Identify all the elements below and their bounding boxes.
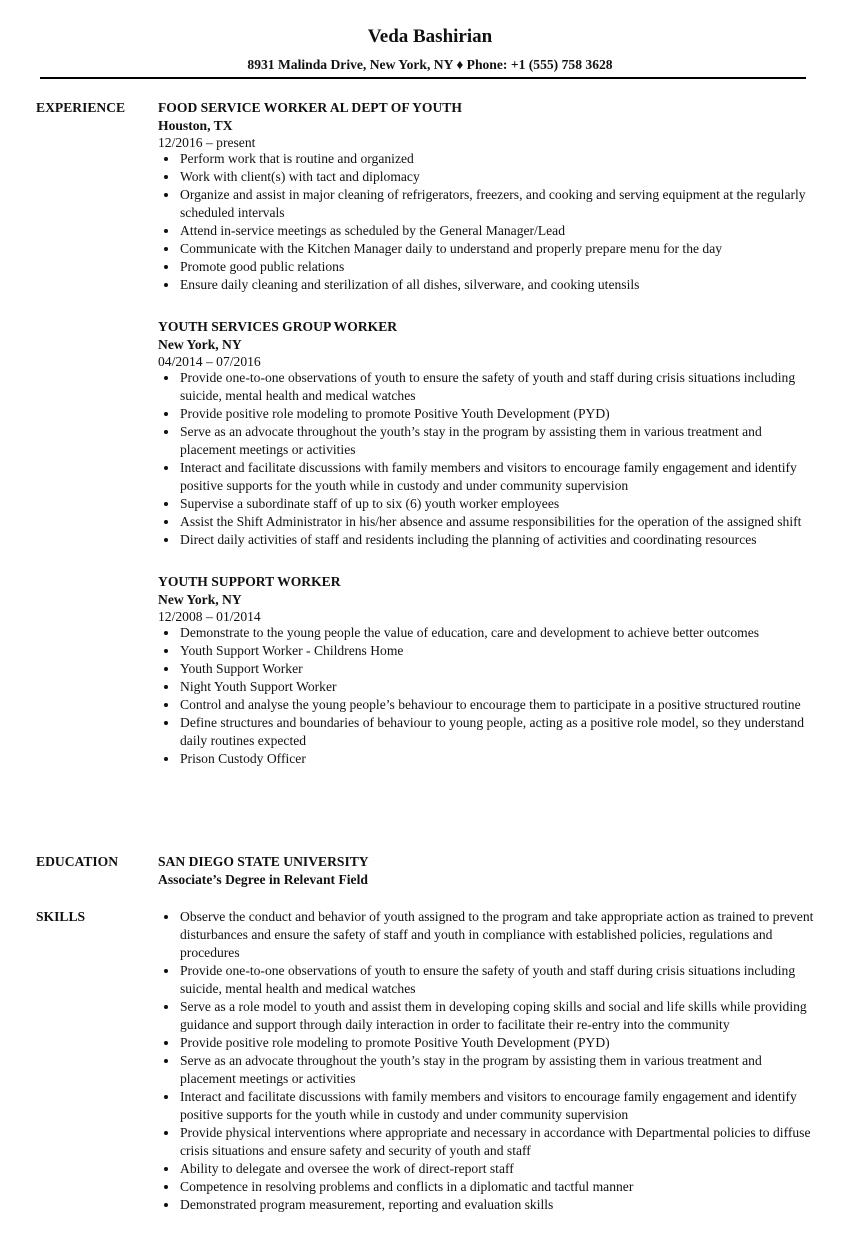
list-item: Serve as a role model to youth and assist them in developing coping skills and social and life skills while providing guidance and support through daily interaction in order to facilitate their re-entry into the community: [158, 998, 818, 1034]
experience-heading: EXPERIENCE: [36, 100, 126, 115]
job-location: New York, NY: [158, 592, 242, 607]
list-item: Night Youth Support Worker: [158, 678, 818, 696]
list-item: Demonstrated program measurement, reporting and evaluation skills: [158, 1196, 818, 1214]
list-item: Serve as an advocate throughout the youth’s stay in the program by assisting them in various treatment and placement meetings or activities: [158, 1052, 818, 1088]
list-item: Provide one-to-one observations of youth to ensure the safety of youth and staff during crisis situations including suicide, mental health and medical watches: [158, 962, 818, 998]
list-item: Youth Support Worker - Childrens Home: [158, 642, 818, 660]
job-location: New York, NY: [158, 337, 242, 352]
job-dates: 12/2016 – present: [158, 135, 256, 150]
list-item: Define structures and boundaries of behaviour to young people, acting as a positive role model, so they understand daily routines expected: [158, 714, 818, 750]
education-body: [158, 853, 818, 889]
list-item: Observe the conduct and behavior of youth assigned to the program and take appropriate action as trained to prevent disturbances and ensure the safety of staff and youth in compliance with established policies, regulations and procedures: [158, 908, 818, 962]
contact-line: 8931 Malinda Drive, New York, NY ♦ Phone: +1 (555) 758 3628: [247, 57, 613, 72]
list-item: Promote good public relations: [158, 258, 818, 276]
experience-body: [158, 99, 818, 768]
skills-list: [158, 908, 818, 1214]
list-item: Competence in resolving problems and conflicts in a diplomatic and tactful manner: [158, 1178, 818, 1196]
job-dates: 12/2008 – 01/2014: [158, 609, 261, 624]
job-entry: [158, 573, 818, 768]
list-item: Prison Custody Officer: [158, 750, 818, 768]
list-item: Provide one-to-one observations of youth to ensure the safety of youth and staff during crisis situations including suicide, mental health and medical watches: [158, 369, 818, 405]
list-item: Communicate with the Kitchen Manager daily to understand and properly prepare menu for the day: [158, 240, 818, 258]
job-location: Houston, TX: [158, 118, 233, 133]
job-dates: 04/2014 – 07/2016: [158, 354, 261, 369]
job-entry: [158, 318, 818, 549]
list-item: Interact and facilitate discussions with family members and visitors to encourage family engagement and identify positive supports for the youth while in custody and under community supervision: [158, 459, 818, 495]
list-item: Organize and assist in major cleaning of refrigerators, freezers, and cooking and serving equipment at the regularly scheduled intervals: [158, 186, 818, 222]
list-item: Provide positive role modeling to promote Positive Youth Development (PYD): [158, 1034, 818, 1052]
skills-body: [158, 908, 818, 1214]
list-item: Demonstrate to the young people the value of education, care and development to achieve better outcomes: [158, 624, 818, 642]
skills-heading: SKILLS: [36, 909, 86, 924]
candidate-name: Veda Bashirian: [367, 26, 493, 47]
job-title: FOOD SERVICE WORKER AL DEPT OF YOUTH: [158, 100, 462, 115]
list-item: Control and analyse the young people’s behaviour to encourage them to participate in a positive structured routine: [158, 696, 818, 714]
list-item: Youth Support Worker: [158, 660, 818, 678]
list-item: Assist the Shift Administrator in his/her absence and assume responsibilities for the operation of the assigned shift: [158, 513, 818, 531]
list-item: Work with client(s) with tact and diplomacy: [158, 168, 818, 186]
list-item: Supervise a subordinate staff of up to six (6) youth worker employees: [158, 495, 818, 513]
education-heading: EDUCATION: [36, 854, 119, 869]
header-divider: [40, 77, 806, 79]
school-name: SAN DIEGO STATE UNIVERSITY: [158, 854, 369, 869]
list-item: Provide physical interventions where appropriate and necessary in accordance with Departmental policies to diffuse crisis situations and ensure safety and security of youth and staff: [158, 1124, 818, 1160]
resume-header: [0, 26, 860, 73]
job-duties-list: [158, 624, 818, 768]
job-entry: [158, 99, 818, 294]
list-item: Ensure daily cleaning and sterilization of all dishes, silverware, and cooking utensils: [158, 276, 818, 294]
job-duties-list: [158, 150, 818, 294]
list-item: Perform work that is routine and organized: [158, 150, 818, 168]
list-item: Attend in-service meetings as scheduled by the General Manager/Lead: [158, 222, 818, 240]
list-item: Provide positive role modeling to promote Positive Youth Development (PYD): [158, 405, 818, 423]
list-item: Serve as an advocate throughout the youth’s stay in the program by assisting them in various treatment and placement meetings or activities: [158, 423, 818, 459]
job-duties-list: [158, 369, 818, 549]
degree: Associate’s Degree in Relevant Field: [158, 872, 368, 887]
list-item: Interact and facilitate discussions with family members and visitors to encourage family engagement and identify positive supports for the youth while in custody and under community supervision: [158, 1088, 818, 1124]
list-item: Direct daily activities of staff and residents including the planning of activities and coordinating resources: [158, 531, 818, 549]
job-title: YOUTH SERVICES GROUP WORKER: [158, 319, 398, 334]
job-title: YOUTH SUPPORT WORKER: [158, 574, 341, 589]
list-item: Ability to delegate and oversee the work of direct-report staff: [158, 1160, 818, 1178]
